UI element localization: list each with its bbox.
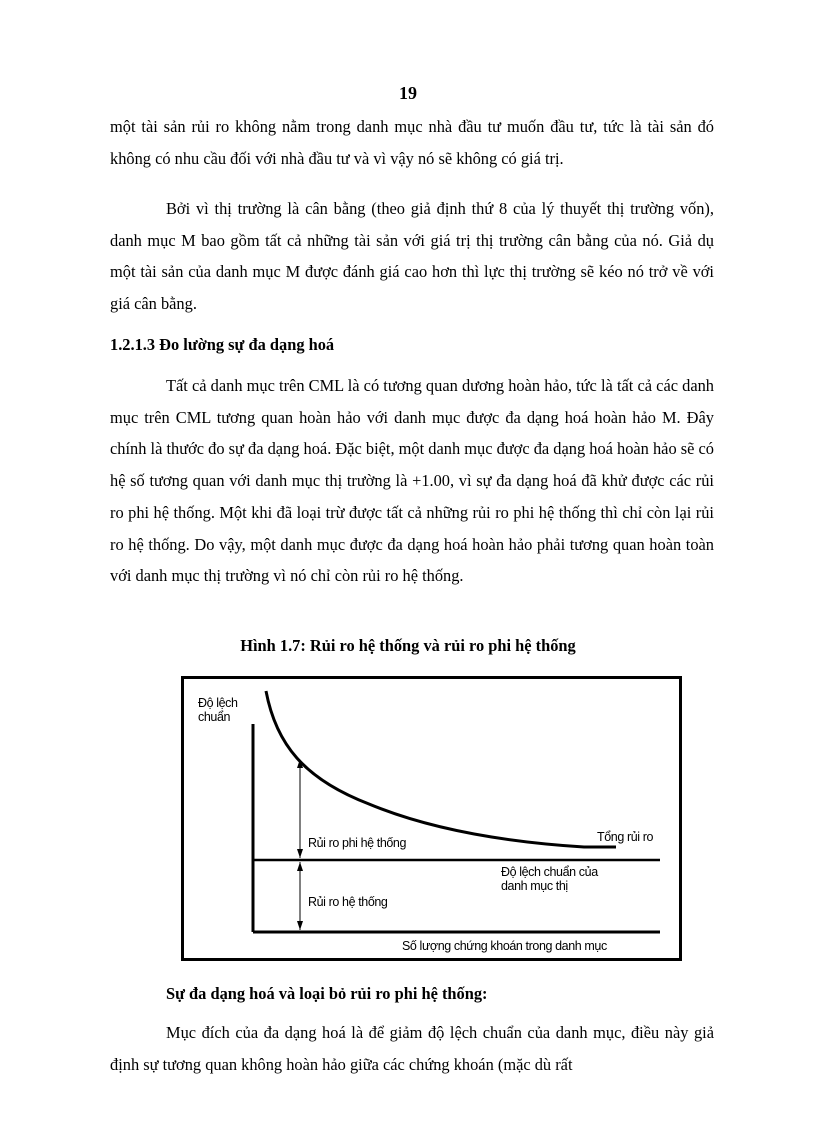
figure-caption: Hình 1.7: Rủi ro hệ thống và rủi ro phi hệ thống bbox=[240, 636, 576, 655]
paragraph-1: một tài sản rủi ro không nằm trong danh mục nhà đầu tư muốn đầu tư, tức là tài sản đó không có nhu cầu đối với nhà đầu tư và vì vậy nó sẽ không có giá trị. bbox=[110, 117, 714, 168]
y-axis-label: Độ lệch chuẩn bbox=[198, 696, 238, 724]
systematic-risk-label: Rủi ro hệ thống bbox=[308, 895, 388, 909]
paragraph-4: Mục đích của đa dạng hoá là để giảm độ lệch chuẩn của danh mục, điều này giả định sự tương quan không hoàn hảo giữa các chứng khoán (mặc dù rất bbox=[110, 1023, 714, 1074]
x-axis-label: Số lượng chứng khoán trong danh mục bbox=[402, 939, 607, 953]
unsystematic-risk-label: Rủi ro phi hệ thống bbox=[308, 836, 407, 850]
section-heading: 1.2.1.3 Đo lường sự đa dạng hoá bbox=[110, 335, 335, 354]
total-risk-curve bbox=[266, 691, 616, 847]
unsystematic-arrow-head-bottom bbox=[297, 849, 303, 858]
risk-diagram bbox=[181, 676, 682, 961]
paragraph-2: Bởi vì thị trường là cân bằng (theo giả định thứ 8 của lý thuyết thị trường vốn), danh mục M bao gồm tất cả những tài sản với giá trị thị trường cân bằng của nó. Giả dụ một tài sản của danh mục M được đánh giá cao hơn thì lực thị trường sẽ kéo nó trở về với giá cân bằng. bbox=[110, 199, 714, 314]
systematic-arrow-head-top bbox=[297, 862, 303, 871]
paragraph-3: Tất cả danh mục trên CML là có tương quan dương hoàn hảo, tức là tất cả các danh mục trên CML tương quan hoàn hảo với danh mục được đa dạng hoá hoàn hảo M. Đây chính là thước đo sự đa dạng hoá. Đặc biệt, một danh mục được đa dạng hoá hoàn hảo sẽ có hệ số tương quan với danh mục thị trường là +1.00, vì sự đa dạng hoá đã khử được các rủi ro phi hệ thống. Một khi đã loại trừ được tất cả những rủi ro phi hệ thống thì chỉ còn lại rủi ro hệ thống. Do vậy, một danh mục được đa dạng hoá hoàn hảo phải tương quan hoàn toàn với danh mục thị trường vì nó chỉ còn rủi ro hệ thống. bbox=[110, 376, 714, 586]
market-sd-label: Độ lệch chuẩn của danh mục thị bbox=[501, 865, 598, 893]
total-risk-label: Tổng rủi ro bbox=[597, 830, 654, 844]
subheading: Sự đa dạng hoá và loại bỏ rủi ro phi hệ thống: bbox=[166, 984, 488, 1003]
page-number: 19 bbox=[399, 83, 417, 103]
systematic-arrow-head-bottom bbox=[297, 921, 303, 930]
